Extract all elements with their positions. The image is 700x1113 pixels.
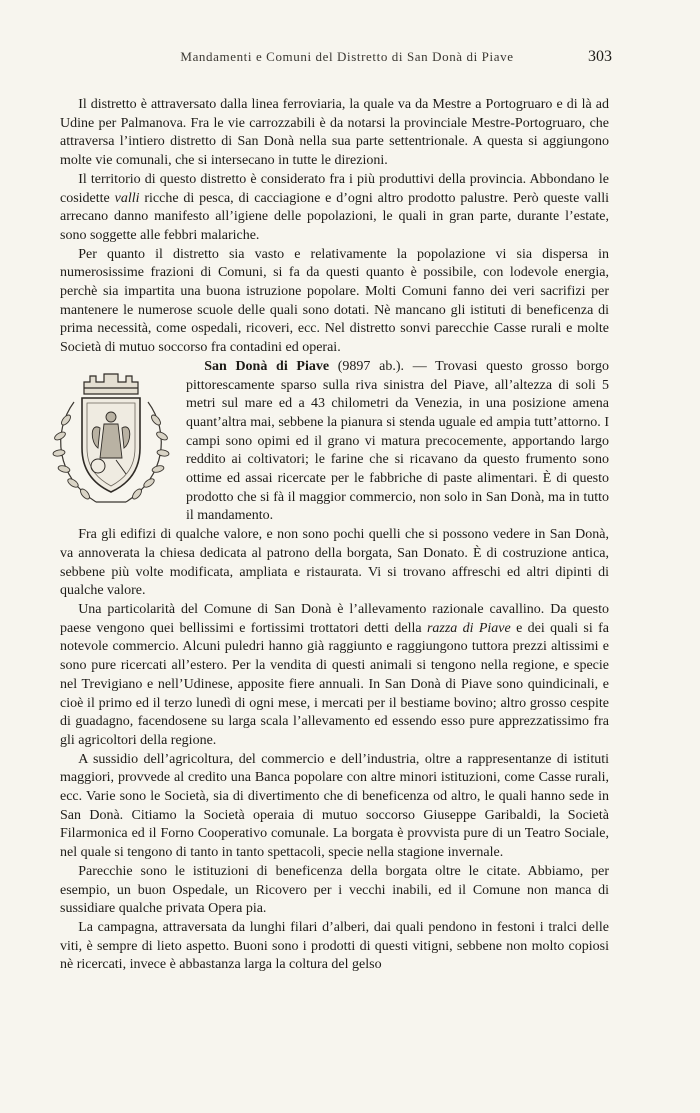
body-text xyxy=(60,96,609,975)
paragraph-text: Il territorio di questo distretto è considerato fra i più produttivi della provincia. Abbondano le cosidette xyxy=(60,171,609,206)
paragraph-charity: Parecchie sono le istituzioni di beneficenza della borgata oltre le citate. Abbiamo, per esempio, un buon Ospedale, un Ricovero per i vecchi inabili, ed il Comune non manca di sussidiare qualche privata Opera pia. xyxy=(60,863,609,917)
italic-term: razza di Piave xyxy=(426,620,511,636)
paragraph-territory xyxy=(60,171,609,246)
paragraph-church: Fra gli edifizi di qualche valore, e non sono pochi quelli che si possono vedere in San Donà, va annoverata la chiesa dedicata al patrono della borgata, San Donato. È di costruzione antica, sebbene più volte modificata, ampliata e ristaurata. Vi si trovano affreschi ed altri dipinti di qualche valore. xyxy=(60,527,609,599)
running-title: Mandamenti e Comuni del Distretto di San Donà di Piave xyxy=(180,49,514,64)
paragraph-san-dona xyxy=(60,358,609,526)
municipal-coat-of-arms-icon xyxy=(46,362,176,512)
paragraph-horses xyxy=(60,601,609,751)
paragraph-text: Una particolarità del Comune di San Donà è l’allevamento razionale cavallino. Da questo paese vengono quei bellissimi e fortissimi trottatori detti della xyxy=(60,601,609,636)
paragraph-education: Per quanto il distretto sia vasto e relativamente la popolazione vi sia dispersa in numerosissime frazioni di Comuni, si fa da questi quanto è possibile, con lodevole energia, perchè sia impartita una buona istruzione popolare. Molti Comuni fanno dei veri sacrifizi per mantenere le numerose scuole delle quali sono dotati. Nè mancano gli istituti di beneficenza di prima necessità, come ospedali, ricoveri, ecc. Nel distretto sonvi parecchie Casse rurali e molte Società di mutuo soccorso fra contadini ed operai. xyxy=(60,246,609,356)
entry-title: San Donà di Piave xyxy=(204,358,330,374)
paragraph-text: e dei quali si fa notevole commercio. Alcuni puledri hanno già raggiunto e raggiungono tuttora prezzi altissimi e sono pure ricercati all’estero. Per la vendita di questi animali si tengono nella regione, e specie nel Trevigiano e nell’Udinese, apposite fiere annuali. In San Donà di Piave sono quindicinali, e cioè il primo ed il terzo lunedì di ogni mese, i mercati per il bestiame bovino; altro grosso cespite di guadagno, facendosene su larga scala l’allevamento ed essendo esso pure apprezzatissimo fra gli agricoltori della regione. xyxy=(60,620,609,748)
page-number: 303 xyxy=(588,48,612,65)
paragraph-countryside: La campagna, attraversata da lunghi filari d’alberi, dai quali pendono in festoni i tralci delle viti, è sempre di lieto aspetto. Buoni sono i prodotti di questi vitigni, sebbene non molto copiosi nè ricercati, invece è abbastanza larga la coltura del gelso xyxy=(60,919,609,973)
page-header xyxy=(46,48,612,70)
italic-term: valli xyxy=(114,190,140,206)
entry-population: (9897 ab.). xyxy=(337,358,404,374)
paragraph-text: ricche di pesca, di cacciagione e d’ogni altro prodotto palustre. Però queste valli arrecano danno manifesto all’igiene delle popolazioni, le quali in gran parte, durante l’estate, sono soggette alle febbri malariche. xyxy=(60,190,609,243)
paragraph-railways: Il distretto è attraversato dalla linea ferroviaria, la quale va da Mestre a Portogruaro e di là ad Udine per Palmanova. Fra le vie carrozzabili è da notarsi la provinciale Mestre-Portogruaro, che attraversa l’intiero distretto di San Donà nella sua parte settentrionale. A questa si aggiungono molte vie comunali, che si intersecano in tutte le direzioni. xyxy=(60,97,609,169)
paragraph-text: — Trovasi questo grosso borgo pittorescamente sparso sulla riva sinistra del Piave, all’altezza di soli 5 metri sul mare ed a 43 chilometri da Venezia, in una posizione amena quant’altra mai, sebbene la pianura si stenda uguale ed ampia tutt’attorno. I campi sono opimi ed il grano vi matura precocemente, apportando largo reddito ai coltivatori; le farine che si ricavano da questo frumento sono ottime ed assai ricercate per le fabbriche di paste alimentari. È di questo prodotto che si fà il maggior commercio, non solo in San Donà, ma in tutto il mandamento. xyxy=(186,358,609,524)
paragraph-institutions: A sussidio dell’agricoltura, del commercio e dell’industria, oltre a rappresentanze di istituti maggiori, provvede al credito una Banca popolare con altre minori istituzioni, come Casse rurali, ecc. Varie sono le Società, sia di divertimento che di beneficenza od altro, le quali hanno sede in San Donà. Citiamo la Società operaia di mutuo soccorso Giuseppe Garibaldi, la Società Filarmonica ed il Forno Cooperativo comunale. La borgata è provvista pure di un Teatro Sociale, nel quale si tengono di tanto in tanto spettacoli, specie nella stagione invernale. xyxy=(60,751,609,861)
